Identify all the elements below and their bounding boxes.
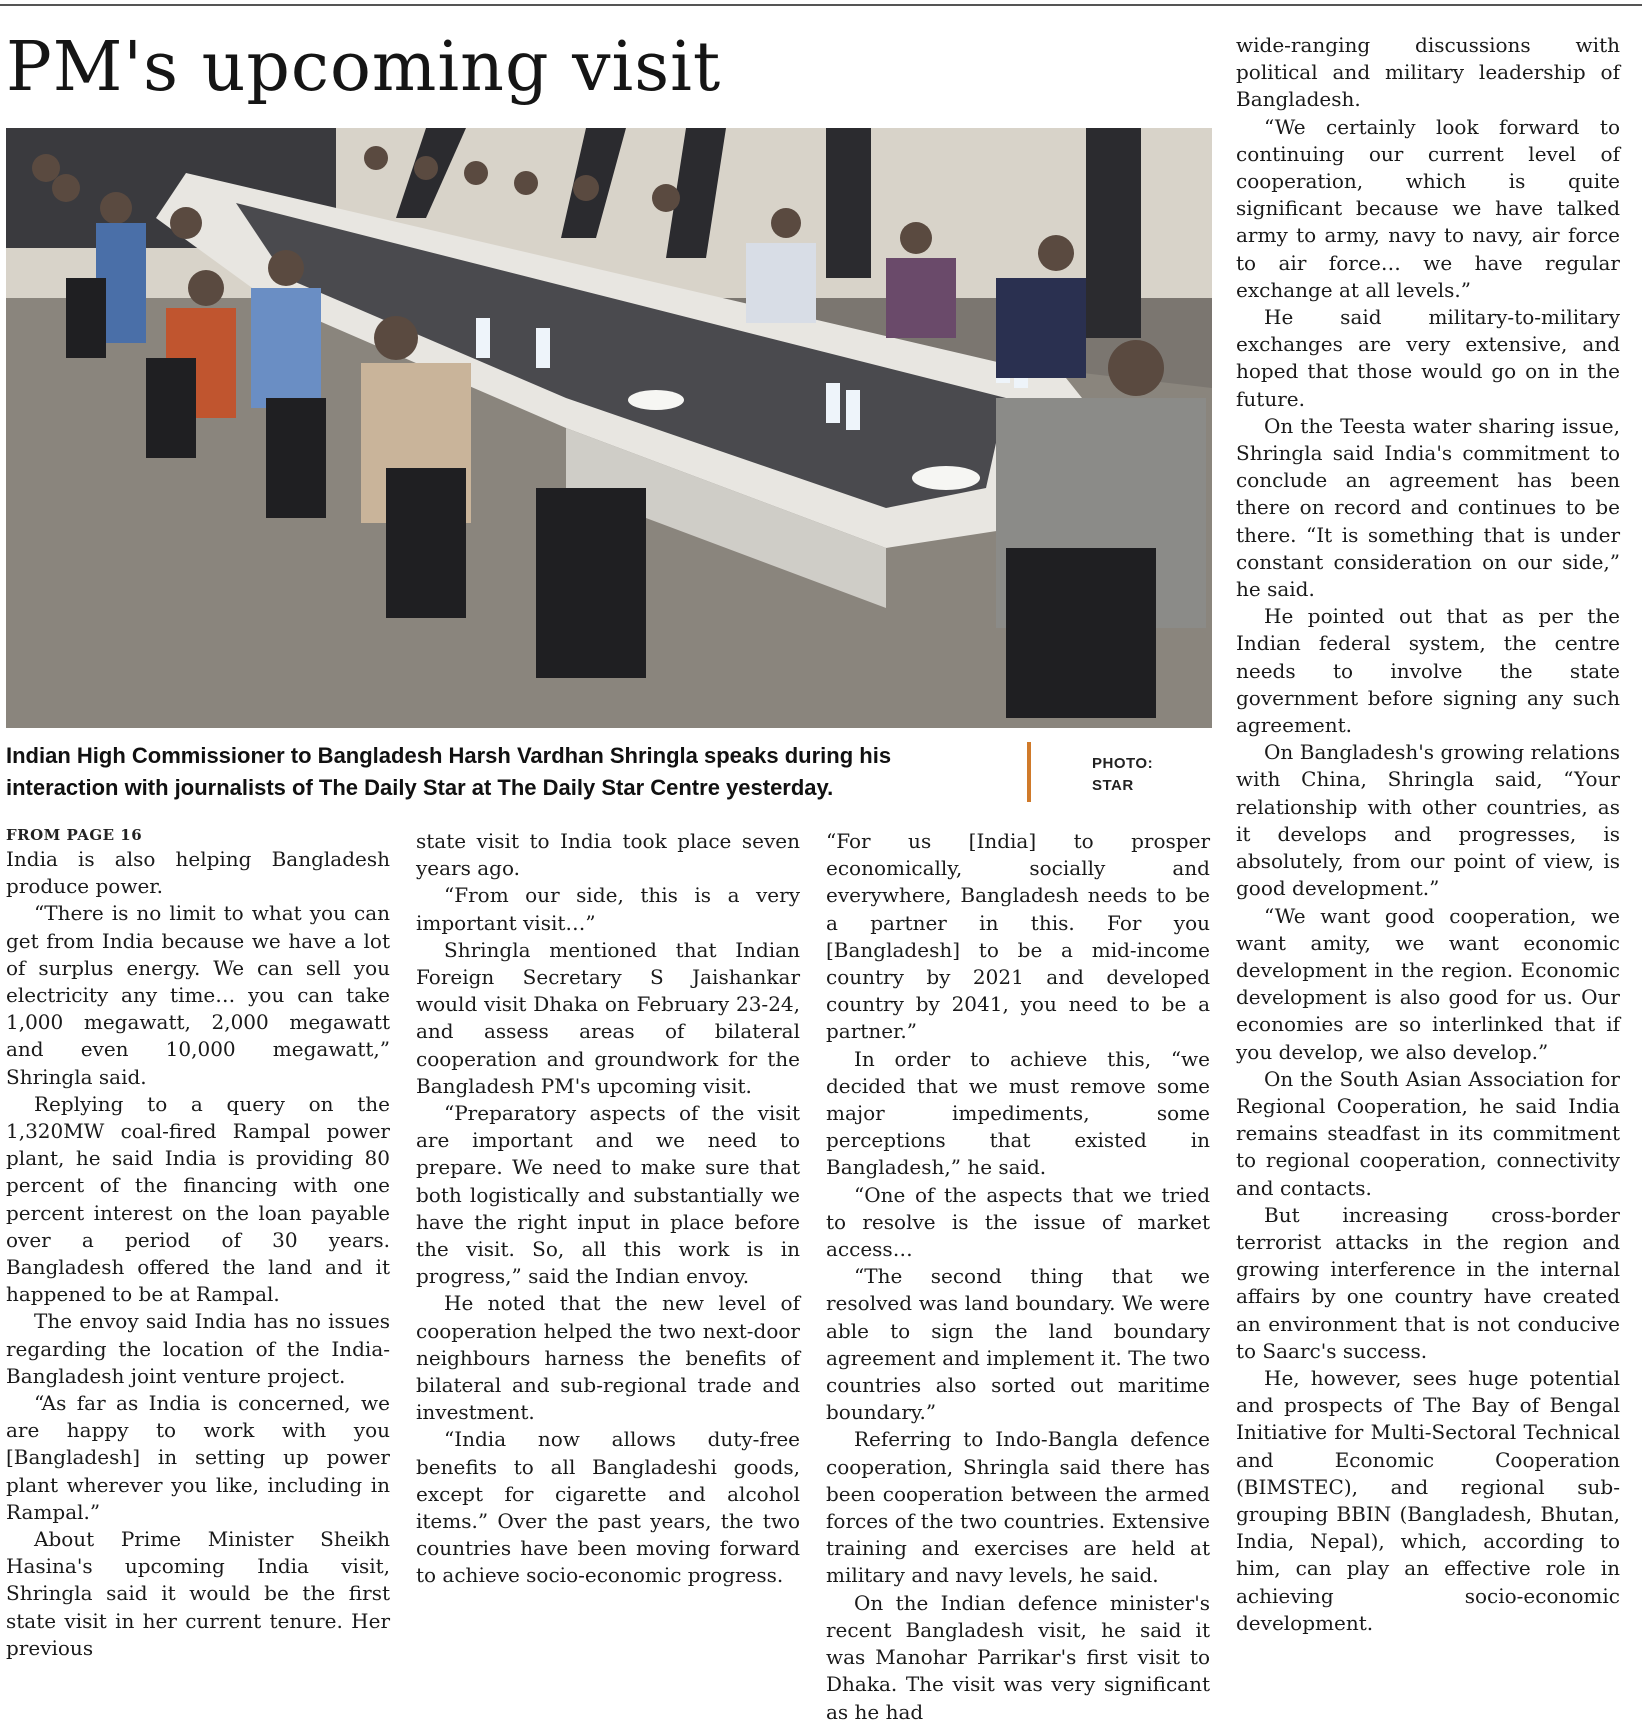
paragraph: “As far as India is concerned, we are happy to work with you [Bangladesh] in setting up power plant wherever you like, including in Rampal.” <box>6 1391 390 1524</box>
from-page-label: FROM PAGE 16 <box>6 826 143 844</box>
paragraph: On the Teesta water sharing issue, Shringla said India's commitment to conclude an agreement has been there on record and continues to be there. “It is something that is under constant consideration on our side,” he said. <box>1236 413 1620 602</box>
paragraph: state visit to India took place seven years ago. <box>416 829 800 881</box>
paragraph: On the Indian defence minister's recent Bangladesh visit, he said it was Manohar Parrikar's first visit to Dhaka. The visit was very significant as he had <box>826 1590 1210 1724</box>
paragraph: “India now allows duty-free benefits to all Bangladeshi goods, except for cigarette and alcohol items.” Over the past years, the two countries have been moving forward to achieve socio-economic progress. <box>416 1427 800 1588</box>
paragraph: On Bangladesh's growing relations with China, Shringla said, “Your relationship with other countries, as it develops and progresses, is absolutely, from our point of view, is good development.” <box>1236 740 1620 901</box>
paragraph: Replying to a query on the 1,320MW coal-fired Rampal power plant, he said India is providing 80 percent of the financing with one percent interest on the loan payable over a period of 30 years. Bangladesh offered the land and it happened to be at Rampal. <box>6 1091 390 1307</box>
news-photo <box>6 128 1212 728</box>
article-column-2 <box>416 828 800 1590</box>
photo-credit-source: STAR <box>1092 777 1134 794</box>
paragraph: About Prime Minister Sheikh Hasina's upcoming India visit, Shringla said it would be the first state visit in her current tenure. Her previous <box>6 1527 390 1660</box>
paragraph: “We certainly look forward to continuing our current level of cooperation, which is quite significant because we have talked army to army, navy to navy, air force to air force… we have regular exchange at all levels.” <box>1236 114 1620 302</box>
paragraph: “From our side, this is a very important visit…” <box>416 883 800 935</box>
paragraph: “For us [India] to prosper economically, socially and everywhere, Bangladesh needs to be a partner in this. For you [Bangladesh] to be a mid-income country by 2021 and developed country by 2041, you need to be a partner.” <box>826 829 1210 1044</box>
paragraph: “We want good cooperation, we want amity, we want economic development in the region. Economic development is also good for us. Our economies are so interlinked that if you develop, we also develop.” <box>1236 903 1620 1064</box>
headline: PM's upcoming visit <box>6 28 722 107</box>
paragraph: He said military-to-military exchanges are very extensive, and hoped that those would go on in the future. <box>1236 305 1620 411</box>
paragraph: Referring to Indo-Bangla defence cooperation, Shringla said there has been cooperation between the armed forces of the two countries. Extensive training and exercises are held at military and navy levels, he said. <box>826 1427 1210 1588</box>
paragraph: In order to achieve this, “we decided that we must remove some major impediments, some perceptions that existed in Bangladesh,” he said. <box>826 1046 1210 1180</box>
paragraph: On the South Asian Association for Regional Cooperation, he said India remains steadfast in its commitment to regional cooperation, connectivity and contacts. <box>1236 1066 1620 1200</box>
paragraph: “One of the aspects that we tried to resolve is the issue of market access… <box>826 1182 1210 1262</box>
paragraph: India is also helping Bangladesh produce power. <box>6 847 390 899</box>
article-column-4 <box>1236 32 1620 1637</box>
paragraph: “The second thing that we resolved was land boundary. We were able to sign the land boundary agreement and implement it. The two countries also sorted out maritime boundary.” <box>826 1264 1210 1425</box>
paragraph: But increasing cross-border terrorist attacks in the region and growing interference in the internal affairs by one country have created an environment that is not conducive to Saarc's success. <box>1236 1202 1620 1363</box>
article-column-3 <box>826 828 1210 1726</box>
paragraph: The envoy said India has no issues regarding the location of the India-Bangladesh joint venture project. <box>6 1309 390 1388</box>
article-column-1 <box>6 846 390 1662</box>
paragraph: He noted that the new level of cooperation helped the two next-door neighbours harness the benefits of bilateral and sub-regional trade and investment. <box>416 1291 800 1425</box>
photo-credit-label: PHOTO: <box>1092 755 1154 772</box>
paragraph: Shringla mentioned that Indian Foreign Secretary S Jaishankar would visit Dhaka on February 23-24, and assess areas of bilateral cooperation and groundwork for the Bangladesh PM's upcoming visit. <box>416 937 800 1098</box>
paragraph: wide-ranging discussions with political and military leadership of Bangladesh. <box>1236 33 1620 112</box>
top-rule <box>0 4 1642 6</box>
photo-caption: Indian High Commissioner to Bangladesh Harsh Vardhan Shringla speaks during his interaction with journalists of The Daily Star at The Daily Star Centre yesterday. <box>6 743 892 800</box>
conference-room-photo <box>6 128 1212 728</box>
paragraph: He pointed out that as per the Indian federal system, the centre needs to involve the state government before signing any such agreement. <box>1236 604 1620 738</box>
paragraph: “There is no limit to what you can get from India because we have a lot of surplus energy. We can sell you electricity any time… you can take 1,000 megawatt, 2,000 megawatt and even 10,000 megawatt,” Shringla said. <box>6 901 390 1089</box>
photo-credit <box>1092 753 1153 797</box>
paragraph: He, however, sees huge potential and prospects of The Bay of Bengal Initiative for Multi-Sectoral Technical and Economic Cooperation (BIMSTEC), and regional sub-grouping BBIN (Bangladesh, Bhutan, India, Nepal), which, according to him, can play an effective role in achieving socio-economic development. <box>1236 1365 1620 1635</box>
credit-divider <box>1027 742 1031 802</box>
paragraph: “Preparatory aspects of the visit are important and we need to prepare. We need to make sure that both logistically and substantially we have the right input in place before the visit. So, all this work is in progress,” said the Indian envoy. <box>416 1101 800 1289</box>
